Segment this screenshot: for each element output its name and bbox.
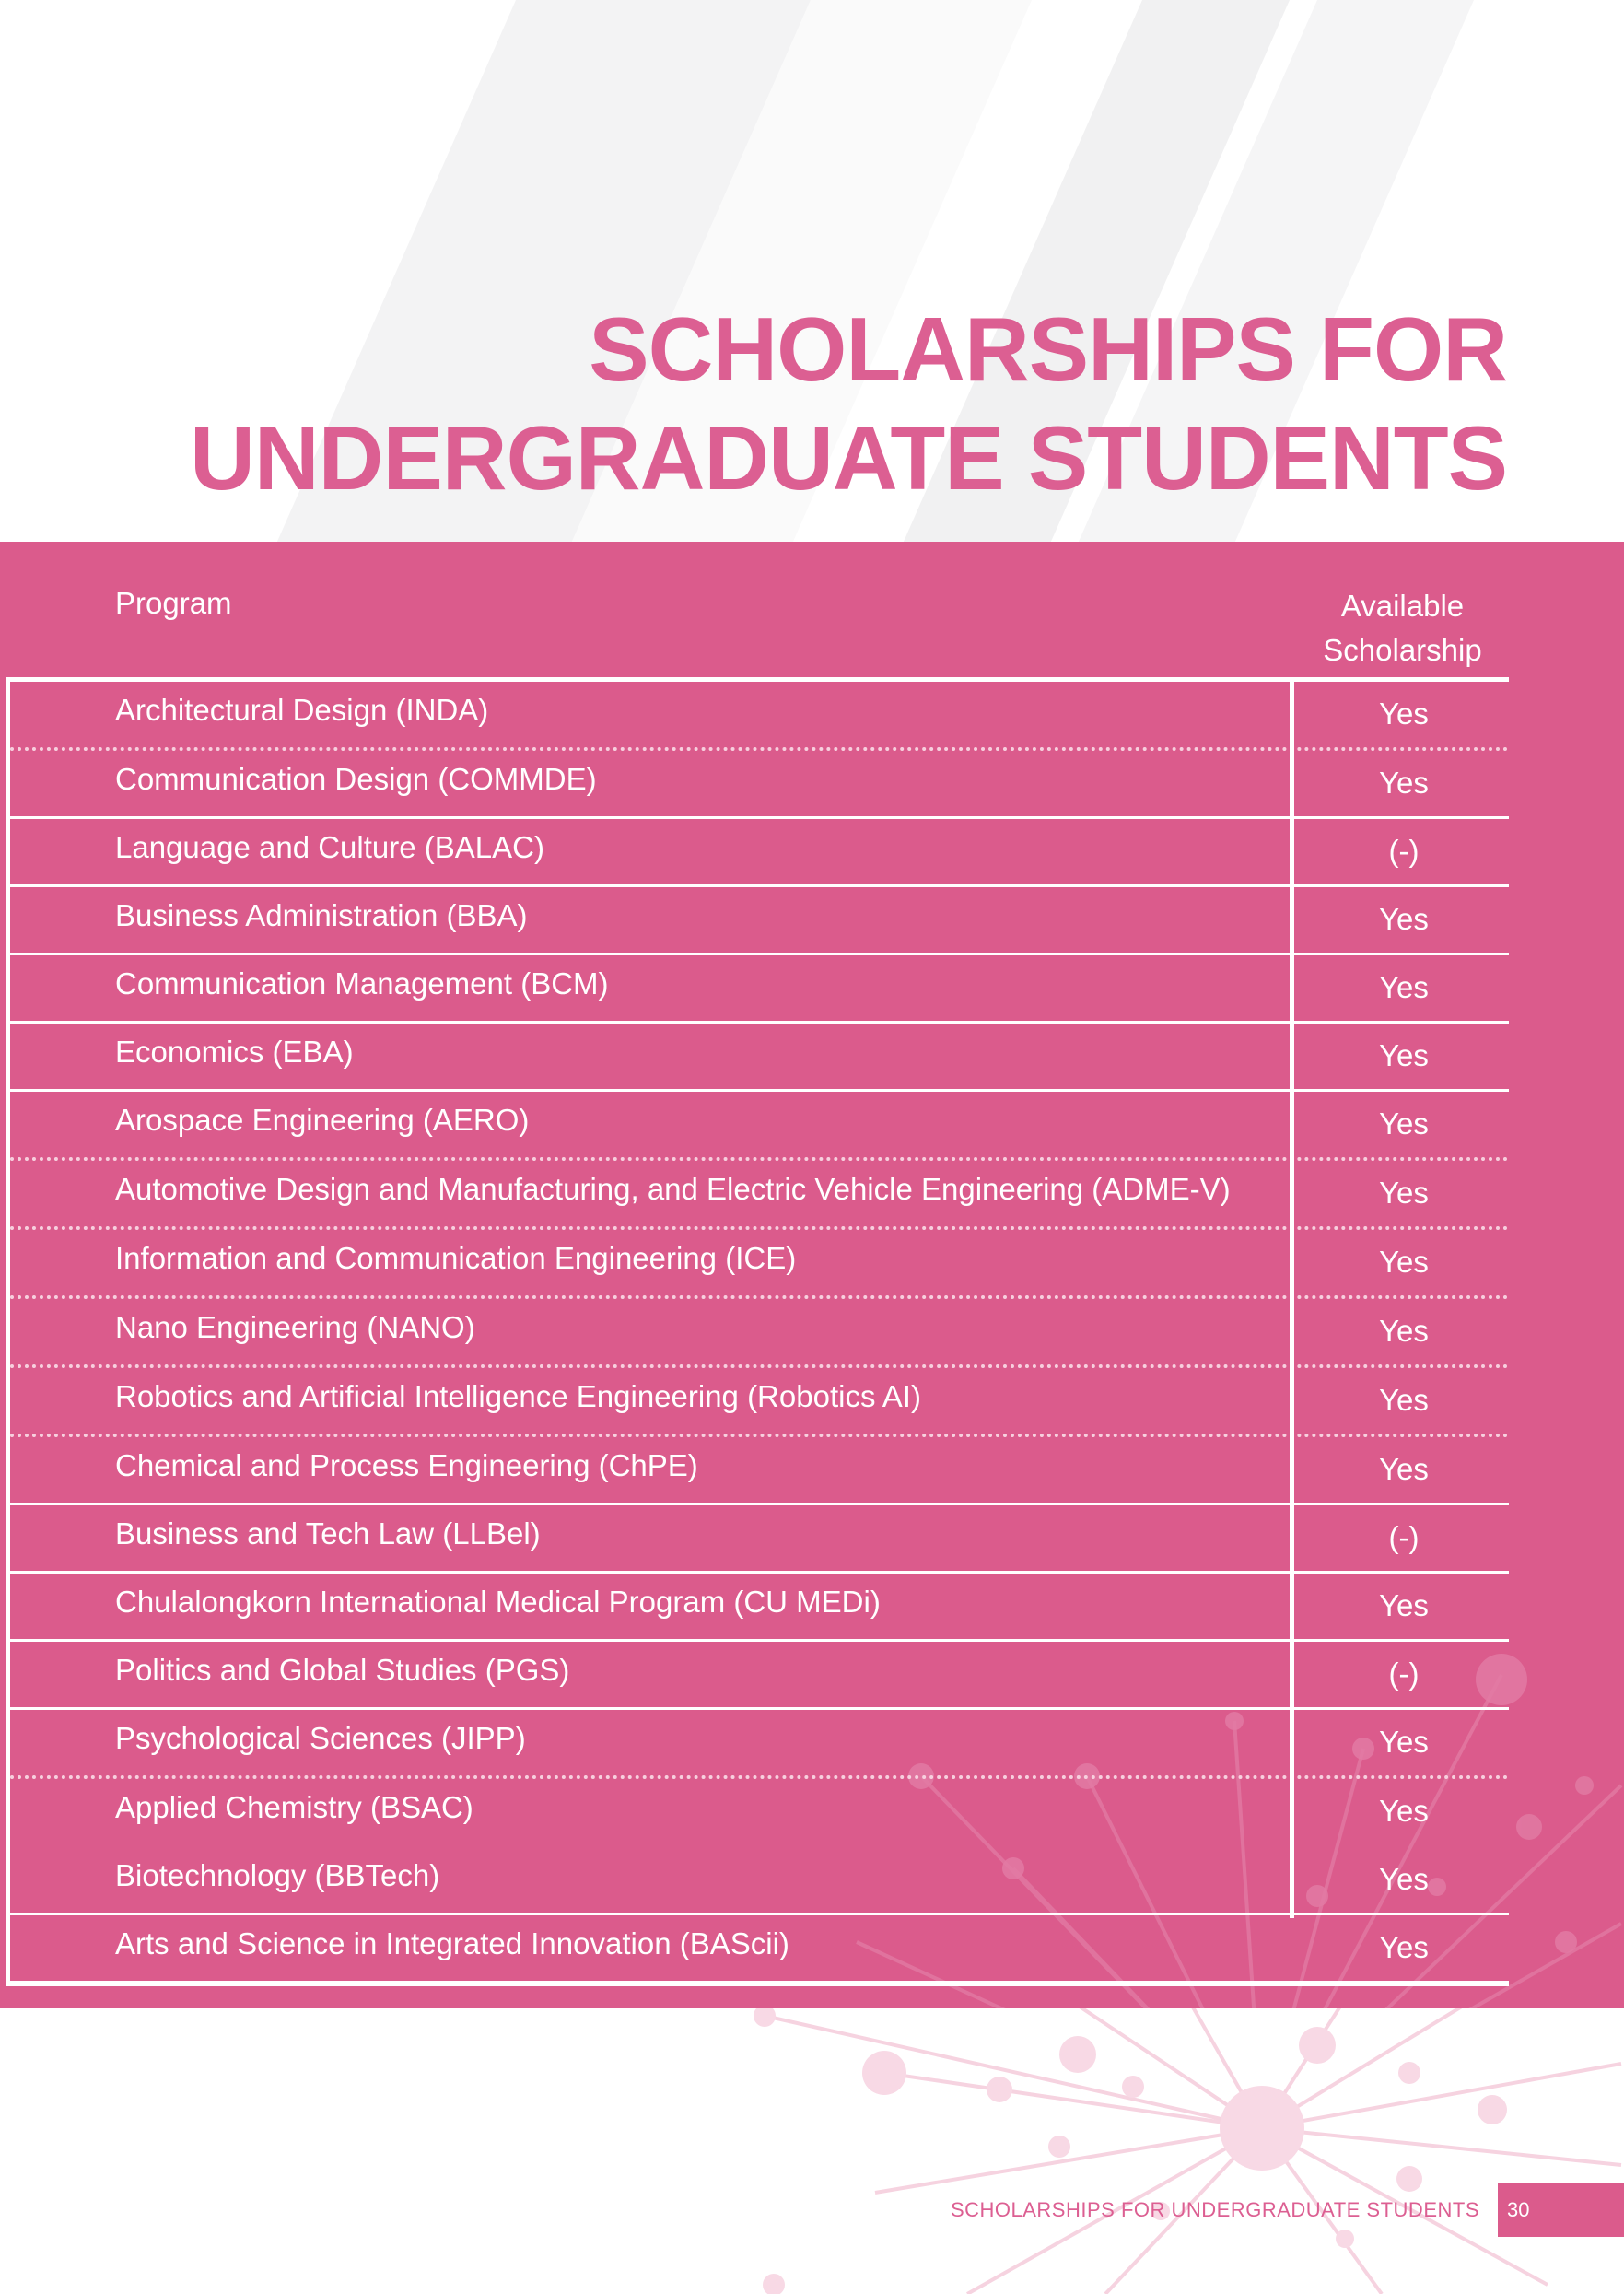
table-row <box>10 1574 1509 1642</box>
program-cell: Automotive Design and Manufacturing, and Electric Vehicle Engineering (ADME-V) <box>115 1172 1231 1206</box>
scholarship-cell: Yes <box>1379 1725 1429 1759</box>
table-row <box>10 1847 1509 1915</box>
scholarship-cell: Yes <box>1379 1794 1429 1828</box>
program-cell: Chulalongkorn International Medical Program (CU MEDi) <box>115 1585 881 1619</box>
scholarship-cell: (-) <box>1388 1656 1420 1691</box>
program-cell: Communication Design (COMMDE) <box>115 762 597 796</box>
program-cell: Arospace Engineering (AERO) <box>115 1103 530 1137</box>
table-row <box>10 682 1509 751</box>
table-row <box>10 1024 1509 1092</box>
page-title <box>190 295 1507 512</box>
scholarship-cell: Yes <box>1379 1588 1429 1622</box>
table-row <box>10 751 1509 819</box>
scholarship-cell: Yes <box>1379 1862 1429 1896</box>
scholarship-cell: Yes <box>1379 696 1429 731</box>
scholarship-cell: (-) <box>1388 1520 1420 1554</box>
table-header <box>0 542 1511 680</box>
table-row <box>10 1161 1509 1230</box>
page-number-badge <box>1498 2183 1624 2237</box>
program-cell: Psychological Sciences (JIPP) <box>115 1721 526 1755</box>
table-row <box>10 819 1509 887</box>
footer-section-title: SCHOLARSHIPS FOR UNDERGRADUATE STUDENTS <box>950 2198 1479 2221</box>
network-burst-decoration <box>0 2008 1624 2294</box>
page-number: 30 <box>1507 2198 1530 2221</box>
table-row <box>10 1230 1509 1299</box>
column-header-available-scholarship <box>1294 584 1511 673</box>
table-row <box>10 1437 1509 1505</box>
column-divider <box>1290 682 1294 1918</box>
page-title-line-1: SCHOLARSHIPS FOR <box>589 298 1507 400</box>
column-header-available-line-2: Scholarship <box>1323 633 1482 667</box>
program-cell: Chemical and Process Engineering (ChPE) <box>115 1448 698 1482</box>
program-cell: Politics and Global Studies (PGS) <box>115 1653 570 1687</box>
table-row <box>10 1092 1509 1161</box>
program-cell: Applied Chemistry (BSAC) <box>115 1790 473 1824</box>
table-row <box>10 1710 1509 1779</box>
program-cell: Robotics and Artificial Intelligence Engineering (Robotics AI) <box>115 1379 921 1413</box>
scholarship-cell: Yes <box>1379 1245 1429 1279</box>
scholarship-cell: Yes <box>1379 970 1429 1004</box>
program-cell: Language and Culture (BALAC) <box>115 830 544 864</box>
table-row <box>10 1299 1509 1368</box>
scholarship-cell: Yes <box>1379 1930 1429 1964</box>
scholarship-cell: Yes <box>1379 1314 1429 1348</box>
scholarship-cell: (-) <box>1388 834 1420 868</box>
column-header-program: Program <box>115 586 232 620</box>
page-title-line-2: UNDERGRADUATE STUDENTS <box>190 407 1507 509</box>
program-cell: Business Administration (BBA) <box>115 898 528 932</box>
scholarship-cell: Yes <box>1379 902 1429 936</box>
scholarship-cell: Yes <box>1379 1176 1429 1210</box>
table-row <box>10 955 1509 1024</box>
table-row <box>10 1505 1509 1574</box>
program-cell: Information and Communication Engineering (ICE) <box>115 1241 797 1275</box>
program-cell: Arts and Science in Integrated Innovation (BAScii) <box>115 1926 789 1960</box>
program-cell: Nano Engineering (NANO) <box>115 1310 475 1344</box>
scholarship-cell: Yes <box>1379 1106 1429 1141</box>
scholarship-table-band <box>0 542 1624 2008</box>
table-row <box>10 1642 1509 1710</box>
scholarship-cell: Yes <box>1379 1452 1429 1486</box>
program-cell: Business and Tech Law (LLBel) <box>115 1516 541 1551</box>
table-body <box>6 682 1509 1986</box>
table-row <box>10 1779 1509 1847</box>
program-cell: Economics (EBA) <box>115 1035 354 1069</box>
column-header-available-line-1: Available <box>1340 589 1465 623</box>
table-row <box>10 1915 1509 1986</box>
table-row <box>10 1368 1509 1437</box>
scholarship-cell: Yes <box>1379 766 1429 800</box>
program-cell: Biotechnology (BBTech) <box>115 1858 440 1892</box>
program-cell: Communication Management (BCM) <box>115 966 609 1001</box>
scholarship-cell: Yes <box>1379 1383 1429 1417</box>
scholarship-cell: Yes <box>1379 1038 1429 1072</box>
table-row <box>10 887 1509 955</box>
program-cell: Architectural Design (INDA) <box>115 693 489 727</box>
